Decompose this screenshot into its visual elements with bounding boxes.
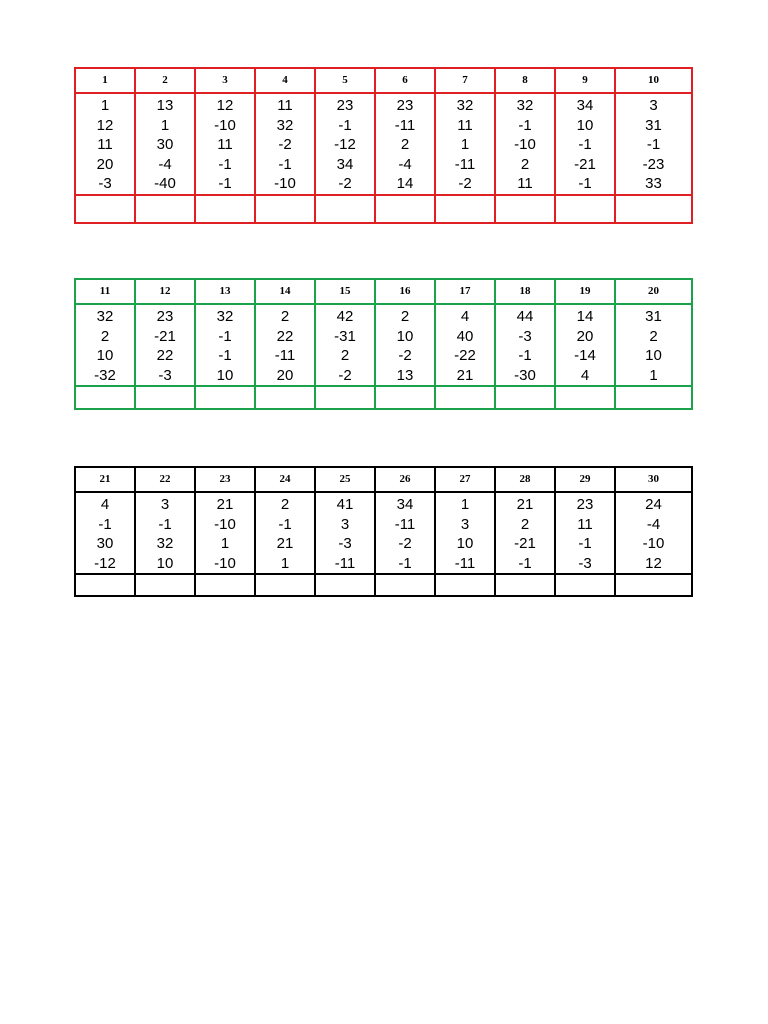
value: 33 [645,175,662,193]
exercise-values [135,93,195,195]
value: 13 [156,97,174,114]
value: -11 [454,554,476,572]
value: 24 [645,496,662,513]
value: 44 [516,308,534,325]
value: -2 [398,535,412,553]
exercise-values [255,304,315,386]
exercise-values [555,93,615,195]
answer-cell[interactable] [555,574,615,596]
value: 32 [456,97,474,114]
value: 12 [96,116,114,134]
value: 32 [156,535,174,553]
exercise-number: 20 [615,279,692,304]
answer-cell[interactable] [255,574,315,596]
value: 20 [96,155,114,173]
value: 2 [520,515,530,533]
value: 1 [460,496,470,513]
value: -1 [578,136,592,154]
values-row [75,93,692,195]
value: 34 [576,97,594,114]
exercise-values [315,304,375,386]
header-row [75,279,692,304]
value: 10 [576,116,594,134]
value: 23 [396,97,414,114]
exercise-number: 11 [75,279,135,304]
exercise-values [615,492,692,574]
exercise-number: 21 [75,467,135,492]
value: 10 [645,347,662,365]
answer-cell[interactable] [375,386,435,409]
value: 23 [576,496,594,513]
value: 1 [460,136,470,154]
exercise-number: 24 [255,467,315,492]
value: -21 [154,327,176,345]
value: -1 [518,554,532,572]
value: -2 [338,175,352,193]
value: 2 [280,496,290,513]
answer-cell[interactable] [195,386,255,409]
value: -32 [94,366,116,384]
exercise-number: 2 [135,68,195,93]
exercise-values [195,492,255,574]
value: 2 [280,308,290,325]
exercise-number: 4 [255,68,315,93]
value: -21 [574,155,596,173]
value: 4 [460,308,470,325]
value: 12 [645,554,662,572]
exercise-number: 19 [555,279,615,304]
value: 4 [100,496,110,513]
exercise-number: 16 [375,279,435,304]
value: -1 [278,515,292,533]
header-row [75,467,692,492]
answer-cell[interactable] [375,574,435,596]
value: -1 [518,347,532,365]
value: -22 [454,347,476,365]
value: 31 [645,308,662,325]
exercise-values [255,492,315,574]
value: -3 [338,535,352,553]
value: 10 [216,366,234,384]
values-row [75,492,692,574]
value: -1 [278,155,292,173]
value: 11 [97,136,113,154]
answer-row [75,574,692,596]
exercise-number: 13 [195,279,255,304]
exercise-values [435,93,495,195]
answer-cell[interactable] [255,386,315,409]
value: 42 [336,308,354,325]
exercise-number: 9 [555,68,615,93]
value: 3 [460,515,470,533]
value: 20 [576,327,594,345]
exercise-values [435,492,495,574]
value: -14 [574,347,596,365]
exercise-values [135,304,195,386]
value: -11 [394,116,416,134]
exercise-table-3 [74,466,693,597]
answer-cell[interactable] [315,386,375,409]
answer-cell[interactable] [255,195,315,223]
value: -1 [578,535,592,553]
value: 32 [96,308,114,325]
exercise-number: 10 [615,68,692,93]
value: -30 [514,366,536,384]
answer-cell[interactable] [495,574,555,596]
exercise-number: 29 [555,467,615,492]
exercise-values [195,304,255,386]
exercise-values [375,304,435,386]
exercise-values [615,304,692,386]
exercise-number: 1 [75,68,135,93]
value: -3 [518,327,532,345]
value: -11 [394,515,416,533]
answer-cell[interactable] [555,195,615,223]
value: 11 [517,175,533,193]
value: 1 [160,116,170,134]
value: -11 [454,155,476,173]
answer-cell[interactable] [555,386,615,409]
value: -1 [398,554,412,572]
exercise-values [555,492,615,574]
header-row [75,68,692,93]
value: -1 [158,515,172,533]
value: 2 [340,347,350,365]
answer-cell[interactable] [315,195,375,223]
exercise-number: 7 [435,68,495,93]
value: 3 [340,515,350,533]
answer-cell[interactable] [315,574,375,596]
value: -1 [218,347,232,365]
value: -1 [578,175,592,193]
answer-cell[interactable] [135,386,195,409]
exercise-values [555,304,615,386]
value: 3 [160,496,170,513]
value: -21 [514,535,536,553]
answer-cell[interactable] [435,386,495,409]
value: 4 [580,366,590,384]
value: -4 [158,155,172,173]
exercise-number: 30 [615,467,692,492]
value: 10 [396,327,414,345]
value: 34 [396,496,414,513]
value: 11 [277,97,293,114]
exercise-table-2 [74,278,693,410]
value: 23 [156,308,174,325]
value: -10 [274,175,296,193]
answer-cell[interactable] [135,574,195,596]
value: 21 [456,366,474,384]
exercise-values [375,492,435,574]
value: -2 [278,136,292,154]
value: 30 [156,136,174,154]
answer-cell[interactable] [435,574,495,596]
value: -2 [338,366,352,384]
value: 10 [156,554,174,572]
exercise-number: 27 [435,467,495,492]
exercise-values [315,492,375,574]
exercise-values [615,93,692,195]
value: 11 [217,136,233,154]
value: 2 [100,327,110,345]
value: 34 [336,155,354,173]
value: 2 [520,155,530,173]
answer-cell[interactable] [375,195,435,223]
value: 2 [400,308,410,325]
value: 31 [645,116,662,134]
answer-cell[interactable] [195,195,255,223]
value: -1 [646,136,661,154]
value: -1 [218,327,232,345]
value: 22 [156,347,174,365]
value: 32 [516,97,534,114]
value: -2 [398,347,412,365]
exercise-number: 22 [135,467,195,492]
exercise-values [315,93,375,195]
answer-cell[interactable] [75,195,135,223]
value: 11 [457,116,473,134]
value: 21 [216,496,234,513]
exercise-values [135,492,195,574]
value: 14 [576,308,594,325]
value: 41 [336,496,354,513]
exercise-values [75,304,135,386]
value: -1 [218,175,232,193]
value: -1 [98,515,112,533]
value: -10 [214,515,236,533]
answer-cell[interactable] [435,195,495,223]
exercise-number: 18 [495,279,555,304]
value: -10 [214,116,236,134]
value: 21 [516,496,534,513]
exercise-values [375,93,435,195]
value: -12 [94,554,116,572]
exercise-number: 14 [255,279,315,304]
exercise-number: 8 [495,68,555,93]
value: 32 [276,116,294,134]
answer-cell[interactable] [195,574,255,596]
value: 21 [276,535,294,553]
value: 10 [456,535,474,553]
value: 1 [100,97,110,114]
value: 20 [276,366,294,384]
value: -10 [514,136,536,154]
exercise-values [195,93,255,195]
answer-cell[interactable] [615,386,692,409]
exercise-values [75,93,135,195]
value: 11 [577,515,593,533]
value: 1 [280,554,290,572]
values-row [75,304,692,386]
exercise-values [495,93,555,195]
exercise-number: 6 [375,68,435,93]
value: -31 [334,327,356,345]
value: -11 [334,554,356,572]
value: 1 [220,535,230,553]
value: 22 [276,327,294,345]
value: 30 [96,535,114,553]
value: 32 [216,308,234,325]
value: -3 [578,554,592,572]
answer-row [75,386,692,409]
value: -23 [642,155,665,173]
exercise-values [495,304,555,386]
value: -40 [154,175,176,193]
value: 10 [96,347,114,365]
value: -1 [218,155,232,173]
exercise-values [495,492,555,574]
exercise-number: 12 [135,279,195,304]
exercise-number: 17 [435,279,495,304]
exercise-number: 26 [375,467,435,492]
answer-cell[interactable] [495,386,555,409]
value: -4 [398,155,412,173]
value: 1 [649,366,658,384]
value: 40 [456,327,474,345]
value: 3 [649,97,658,114]
value: -4 [646,515,661,533]
exercise-table-1 [74,67,693,224]
value: 14 [396,175,414,193]
exercise-number: 3 [195,68,255,93]
value: -3 [158,366,172,384]
value: 12 [216,97,234,114]
answer-row [75,195,692,223]
value: -12 [334,136,356,154]
value: -10 [214,554,236,572]
value: -1 [338,116,352,134]
value: -3 [98,175,112,193]
exercise-values [435,304,495,386]
exercise-number: 23 [195,467,255,492]
value: 13 [396,366,414,384]
answer-cell[interactable] [75,574,135,596]
answer-cell[interactable] [615,574,692,596]
exercise-values [75,492,135,574]
value: -1 [518,116,532,134]
answer-cell[interactable] [615,195,692,223]
exercise-number: 15 [315,279,375,304]
exercise-values [255,93,315,195]
value: -11 [274,347,296,365]
value: -10 [642,535,665,553]
exercise-number: 5 [315,68,375,93]
value: 2 [400,136,410,154]
answer-cell[interactable] [495,195,555,223]
exercise-number: 28 [495,467,555,492]
exercise-number: 25 [315,467,375,492]
value: -2 [458,175,472,193]
value: 23 [336,97,354,114]
value: 2 [649,327,658,345]
answer-cell[interactable] [135,195,195,223]
answer-cell[interactable] [75,386,135,409]
